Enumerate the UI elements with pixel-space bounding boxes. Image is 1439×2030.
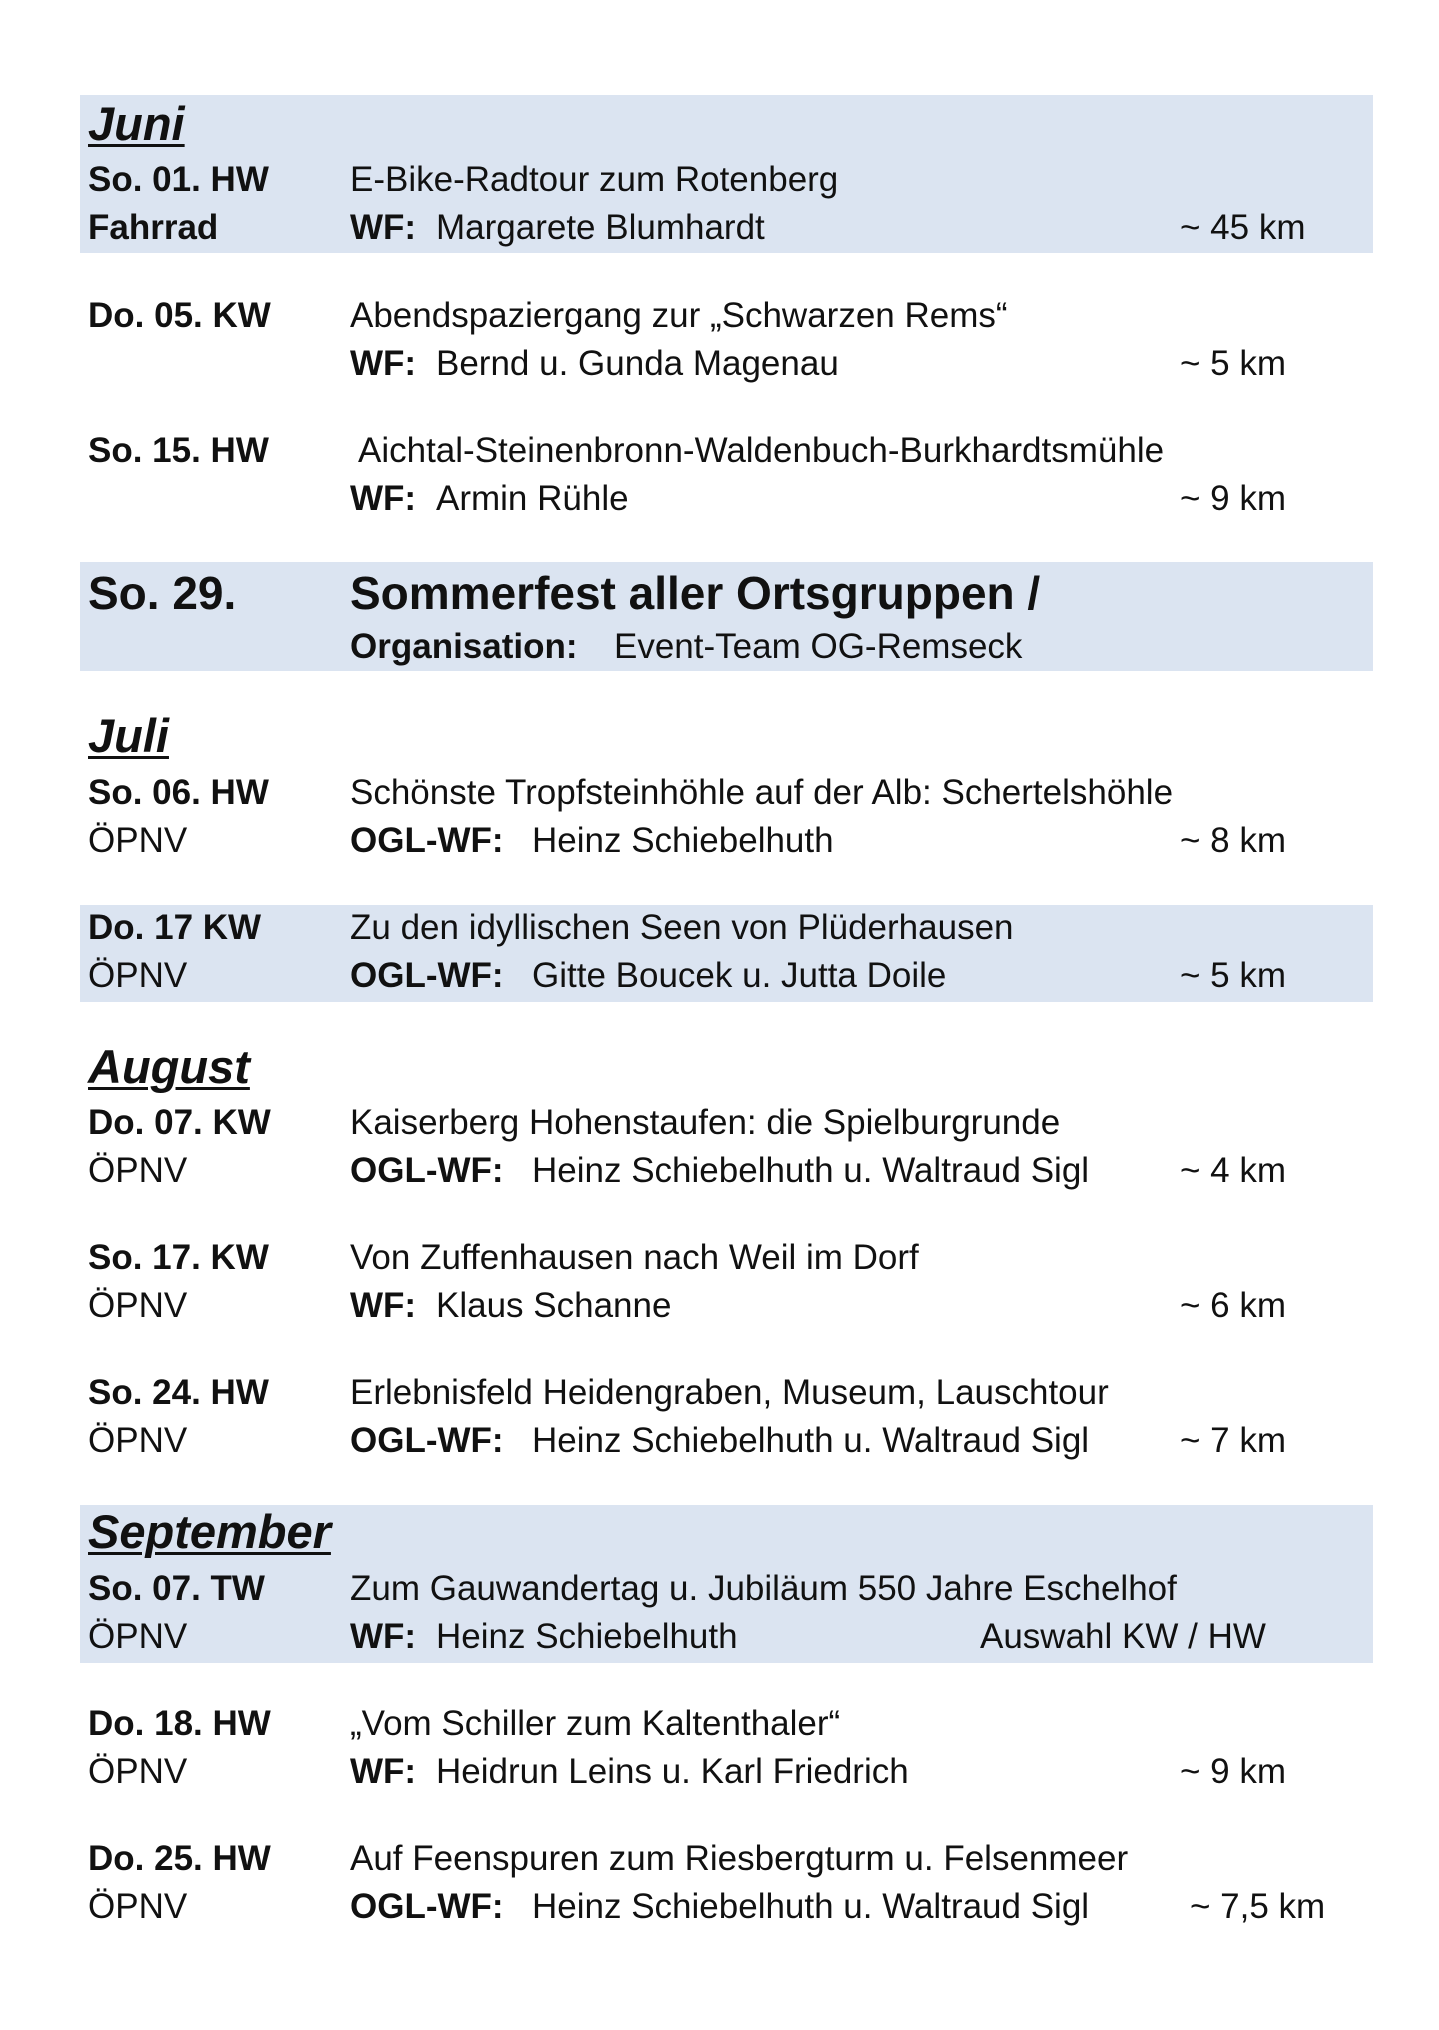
event-leader: Heinz Schiebelhuth u. Waltraud Sigl [532, 1887, 1090, 1926]
month-heading-september: September [88, 1505, 331, 1558]
month-heading-august: August [88, 1040, 250, 1093]
month-heading-july: Juli [88, 709, 169, 762]
event-title: Zu den idyllischen Seen von Plüderhausen [350, 908, 1014, 947]
leader-label: Organisation: [350, 627, 578, 666]
event-date: Do. 05. KW [88, 296, 271, 335]
event-mode: ÖPNV [88, 1286, 188, 1325]
leader-label: OGL-WF: [350, 956, 504, 995]
month-heading-june: Juni [88, 97, 185, 150]
event-date: Do. 07. KW [88, 1103, 271, 1142]
event-date: So. 06. HW [88, 773, 269, 812]
event-mode: Fahrrad [88, 208, 219, 247]
event-title: Kaiserberg Hohenstaufen: die Spielburgrunde [350, 1103, 1061, 1142]
event-date: So. 15. HW [88, 431, 269, 470]
leader-label: WF: [350, 1752, 417, 1791]
event-leader: Bernd u. Gunda Magenau [436, 344, 839, 383]
leader-label: WF: [350, 208, 417, 247]
leader-label: WF: [350, 344, 417, 383]
event-date: So. 24. HW [88, 1373, 269, 1412]
event-distance: ~ 8 km [1180, 821, 1287, 860]
event-leader: Heinz Schiebelhuth u. Waltraud Sigl [532, 1421, 1090, 1460]
event-date: Do. 18. HW [88, 1704, 271, 1743]
event-date: So. 01. HW [88, 160, 269, 199]
leader-label: WF: [350, 1286, 417, 1325]
event-mode: ÖPNV [88, 1617, 188, 1656]
event-title: Von Zuffenhausen nach Weil im Dorf [350, 1238, 919, 1277]
event-mode: ÖPNV [88, 1887, 188, 1926]
event-title: Abendspaziergang zur „Schwarzen Rems“ [350, 296, 1008, 335]
event-leader: Gitte Boucek u. Jutta Doile [532, 956, 947, 995]
event-mode: ÖPNV [88, 956, 188, 995]
event-distance: ~ 9 km [1180, 1752, 1287, 1791]
event-leader: Heinz Schiebelhuth [436, 1617, 738, 1656]
leader-label: WF: [350, 1617, 417, 1656]
event-title: Auf Feenspuren zum Riesbergturm u. Felsenmeer [350, 1839, 1129, 1878]
leader-label: OGL-WF: [350, 1151, 504, 1190]
event-distance: ~ 7 km [1180, 1421, 1287, 1460]
event-leader: Event-Team OG-Remseck [614, 627, 1023, 666]
event-mode: ÖPNV [88, 821, 188, 860]
event-date: So. 07. TW [88, 1569, 265, 1608]
event-mode: ÖPNV [88, 1421, 188, 1460]
event-date: So. 17. KW [88, 1238, 269, 1277]
leader-label: OGL-WF: [350, 1421, 504, 1460]
event-distance: ~ 4 km [1180, 1151, 1287, 1190]
leader-label: OGL-WF: [350, 821, 504, 860]
event-title: Zum Gauwandertag u. Jubiläum 550 Jahre Eschelhof [350, 1569, 1177, 1608]
event-leader: Heinz Schiebelhuth u. Waltraud Sigl [532, 1151, 1090, 1190]
leader-label: WF: [350, 479, 417, 518]
event-distance: ~ 5 km [1180, 956, 1287, 995]
event-mode: ÖPNV [88, 1752, 188, 1791]
event-distance: ~ 45 km [1180, 208, 1306, 247]
event-distance: Auswahl KW / HW [980, 1617, 1266, 1656]
event-date: Do. 25. HW [88, 1839, 271, 1878]
leader-label: OGL-WF: [350, 1887, 504, 1926]
event-date: So. 29. [88, 567, 237, 619]
event-title: Sommerfest aller Ortsgruppen / [350, 567, 1041, 619]
event-title: Erlebnisfeld Heidengraben, Museum, Lauschtour [350, 1373, 1109, 1412]
event-leader: Armin Rühle [436, 479, 629, 518]
event-leader: Margarete Blumhardt [436, 208, 765, 247]
event-date: Do. 17 KW [88, 908, 262, 947]
event-leader: Heinz Schiebelhuth [532, 821, 834, 860]
event-mode: ÖPNV [88, 1151, 188, 1190]
event-leader: Klaus Schanne [436, 1286, 672, 1325]
event-title: „Vom Schiller zum Kaltenthaler“ [350, 1704, 841, 1743]
event-title: E-Bike-Radtour zum Rotenberg [350, 160, 839, 199]
event-title: Aichtal-Steinenbronn-Waldenbuch-Burkhardtsmühle [358, 431, 1165, 470]
event-distance: ~ 9 km [1180, 479, 1287, 518]
event-title: Schönste Tropfsteinhöhle auf der Alb: Schertelshöhle [350, 773, 1174, 812]
event-leader: Heidrun Leins u. Karl Friedrich [436, 1752, 909, 1791]
event-distance: ~ 7,5 km [1190, 1887, 1326, 1926]
event-distance: ~ 5 km [1180, 344, 1287, 383]
event-distance: ~ 6 km [1180, 1286, 1287, 1325]
